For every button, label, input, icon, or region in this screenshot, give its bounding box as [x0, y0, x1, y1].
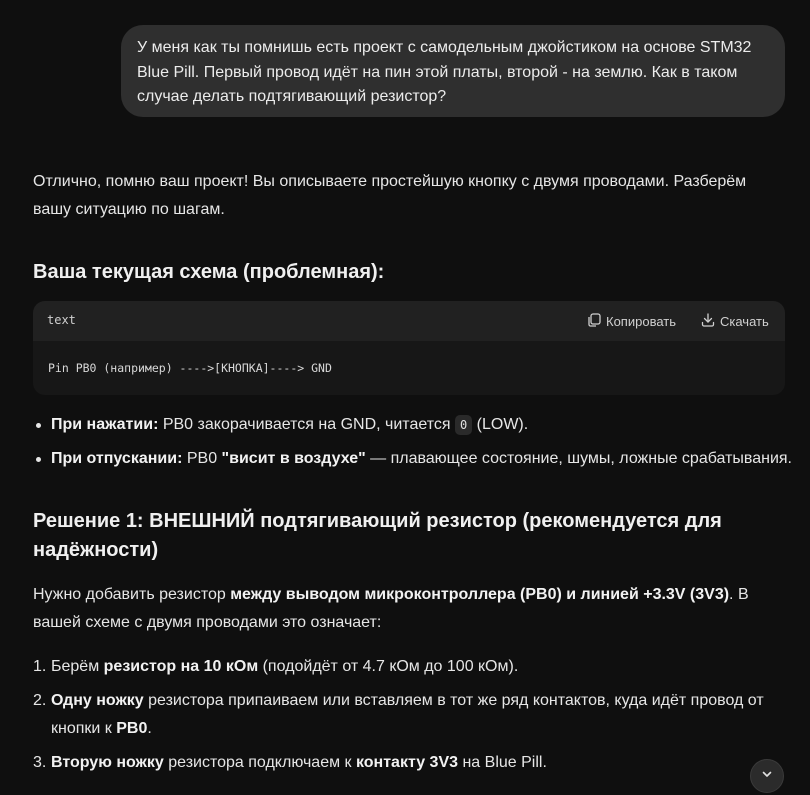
download-code-button[interactable] [700, 312, 769, 331]
user-message-bubble [121, 25, 785, 117]
paragraph-text: . В вашей схеме с двумя проводами это означает: [33, 586, 749, 631]
bullet-label: При отпускании: [51, 450, 183, 467]
step-text: . [147, 720, 152, 737]
copy-code-button[interactable] [586, 312, 676, 331]
steps-list [33, 653, 785, 783]
step-text: (подойдёт от 4.7 кОм до 100 кОм). [258, 658, 519, 675]
step-emphasis: PB0 [116, 720, 148, 737]
list-item [33, 445, 793, 473]
code-block-header [33, 301, 785, 341]
bullet-text: PB0 [182, 450, 222, 467]
bullet-emphasis: "висит в воздухе" [221, 450, 366, 467]
list-item [33, 653, 785, 681]
download-icon [700, 312, 716, 331]
paragraph-text: Нужно добавить резистор [33, 586, 231, 603]
list-item [33, 687, 785, 743]
paragraph-emphasis: между выводом микроконтроллера (PB0) и линией +3.3V (3V3) [230, 586, 730, 603]
bullet-text: PB0 закорачивается на GND, читается [158, 416, 455, 433]
list-item [33, 411, 793, 439]
step-number: 1. [33, 658, 47, 675]
heading-solution-1: Решение 1: ВНЕШНИЙ подтягивающий резистор (рекомендуется для надёжности) [33, 510, 722, 561]
solution-paragraph [33, 581, 785, 637]
bullet-text: — плавающее состояние, шумы, ложные срабатывания. [365, 450, 792, 467]
behavior-list [33, 411, 793, 479]
step-text: резистора припаиваем или вставляем в тот же ряд контактов, куда идёт провод от кнопки к [51, 692, 764, 737]
step-emphasis: Вторую ножку [51, 754, 164, 771]
list-item [33, 749, 785, 777]
step-emphasis: Одну ножку [51, 692, 144, 709]
step-emphasis: резистор на 10 кОм [103, 658, 259, 675]
step-number: 3. [33, 754, 47, 771]
step-text: на Blue Pill. [458, 754, 547, 771]
chevron-down-icon [760, 767, 774, 786]
step-number: 2. [33, 692, 47, 709]
copy-label: Копировать [606, 314, 676, 329]
inline-code: 0 [455, 415, 472, 435]
scroll-to-bottom-button[interactable] [750, 759, 784, 793]
bullet-text: (LOW). [472, 416, 529, 433]
step-emphasis: контакту 3V3 [355, 754, 459, 771]
heading-current-scheme: Ваша текущая схема (проблемная): [33, 261, 385, 283]
download-label: Скачать [720, 314, 769, 329]
copy-icon [586, 312, 602, 331]
bullet-label: При нажатии: [51, 416, 159, 433]
user-message-text: У меня как ты помнишь есть проект с самодельным джойстиком на основе STM32 Blue Pill. Первый провод идёт на пин этой платы, второй - на землю. Как в таком случае делать подтягивающий резистор? [137, 39, 752, 105]
reply-intro: Отлично, помню ваш проект! Вы описываете простейшую кнопку с двумя проводами. Разберём вашу ситуацию по шагам. [33, 173, 747, 218]
code-language-label: text [47, 313, 76, 327]
code-block [33, 301, 785, 395]
step-text: резистора подключаем к [163, 754, 356, 771]
code-content: Pin PB0 (например) ---->[КНОПКА]----> GND [48, 361, 332, 375]
step-text: Берём [51, 658, 104, 675]
